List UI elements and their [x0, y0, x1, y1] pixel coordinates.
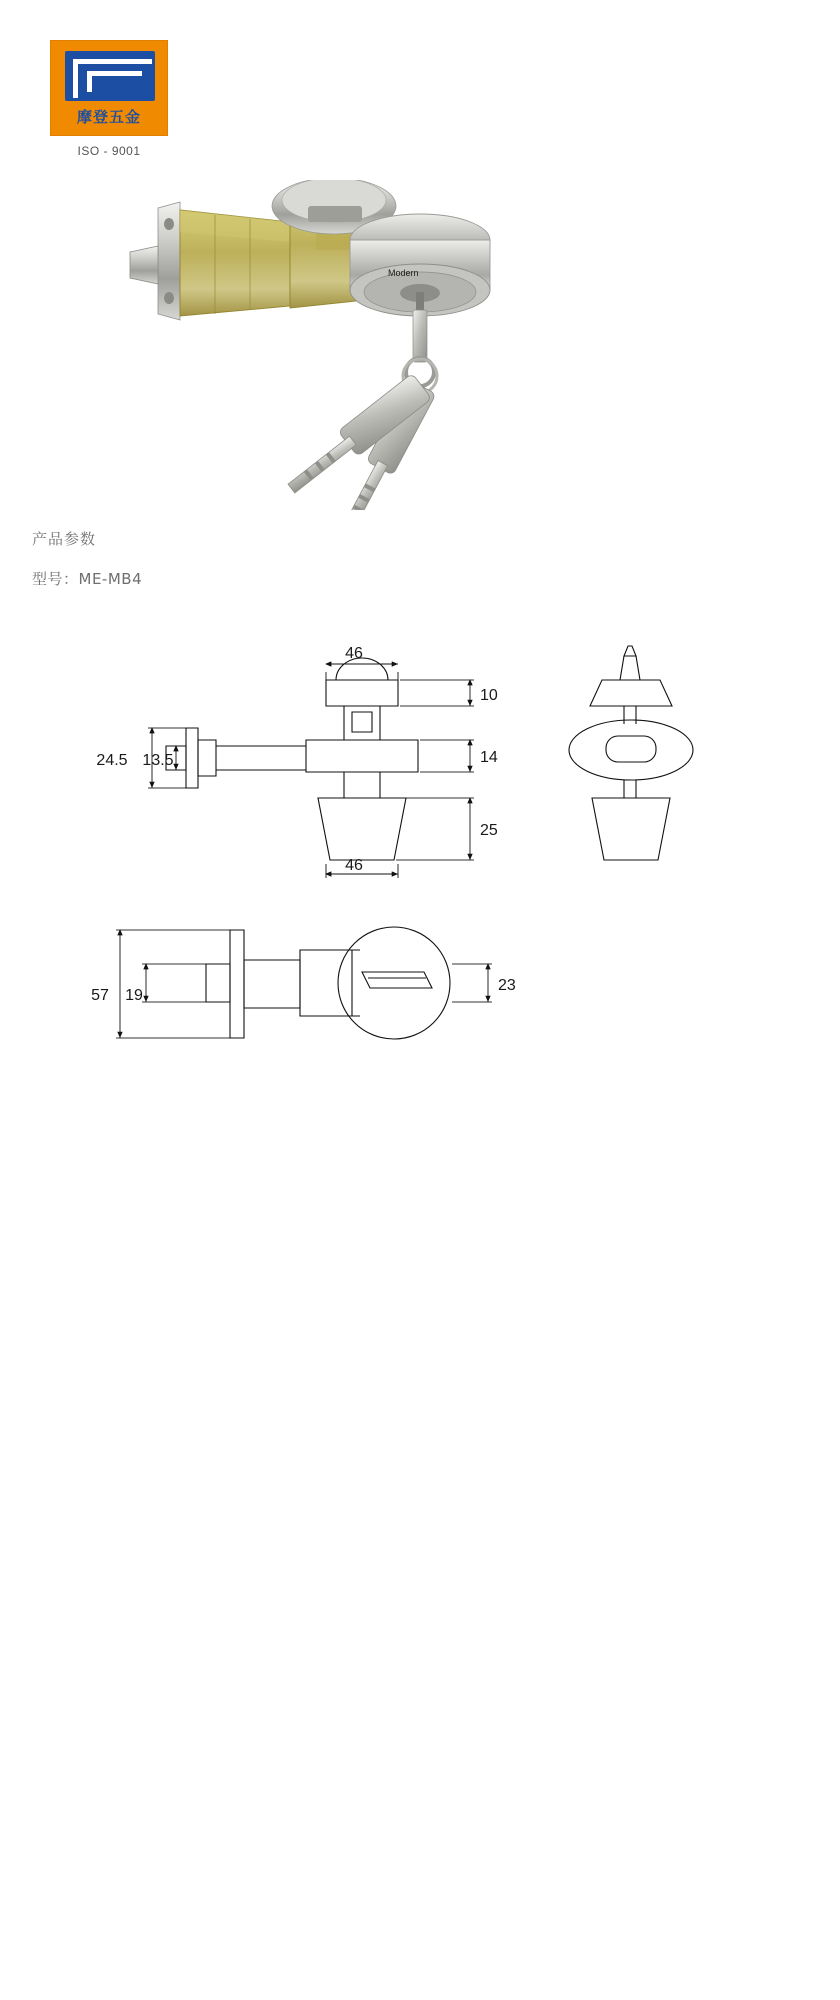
front-elevation-view: [166, 658, 418, 860]
model-number-line: 型号：ME-MB4: [32, 570, 143, 588]
svg-text:Modern: Modern: [388, 268, 419, 278]
parameters-section-title: 产品参数: [32, 530, 97, 548]
iso-certification-label: ISO - 9001: [77, 144, 141, 158]
dim-bottom-width: 46: [345, 857, 363, 874]
logo-chinese-name: 摩登五金: [76, 108, 141, 126]
plan-top-view: [206, 927, 450, 1039]
dim-backset-overall: 57: [91, 987, 109, 1004]
dim-latch-thickness: 13.5: [142, 752, 174, 769]
logo-glyph-icon: [65, 51, 155, 101]
brand-logo-block: [50, 40, 190, 158]
dim-latch-face-width: 19: [125, 987, 143, 1004]
technical-drawings-svg: [0, 620, 840, 1120]
dim-top-width: 46: [345, 645, 363, 662]
product-photo-svg: [120, 180, 720, 510]
side-elevation-view: [569, 646, 693, 860]
dim-latch-height-left: 24.5: [96, 752, 128, 769]
product-photo: [120, 180, 720, 510]
technical-drawings: [0, 620, 840, 1120]
dim-thumbturn-diameter: 23: [498, 977, 516, 994]
dim-top-height: 10: [480, 687, 498, 704]
dim-mid-height: 14: [480, 749, 498, 766]
dim-knob-height: 25: [480, 822, 498, 839]
brand-logo-mark: [50, 40, 168, 136]
